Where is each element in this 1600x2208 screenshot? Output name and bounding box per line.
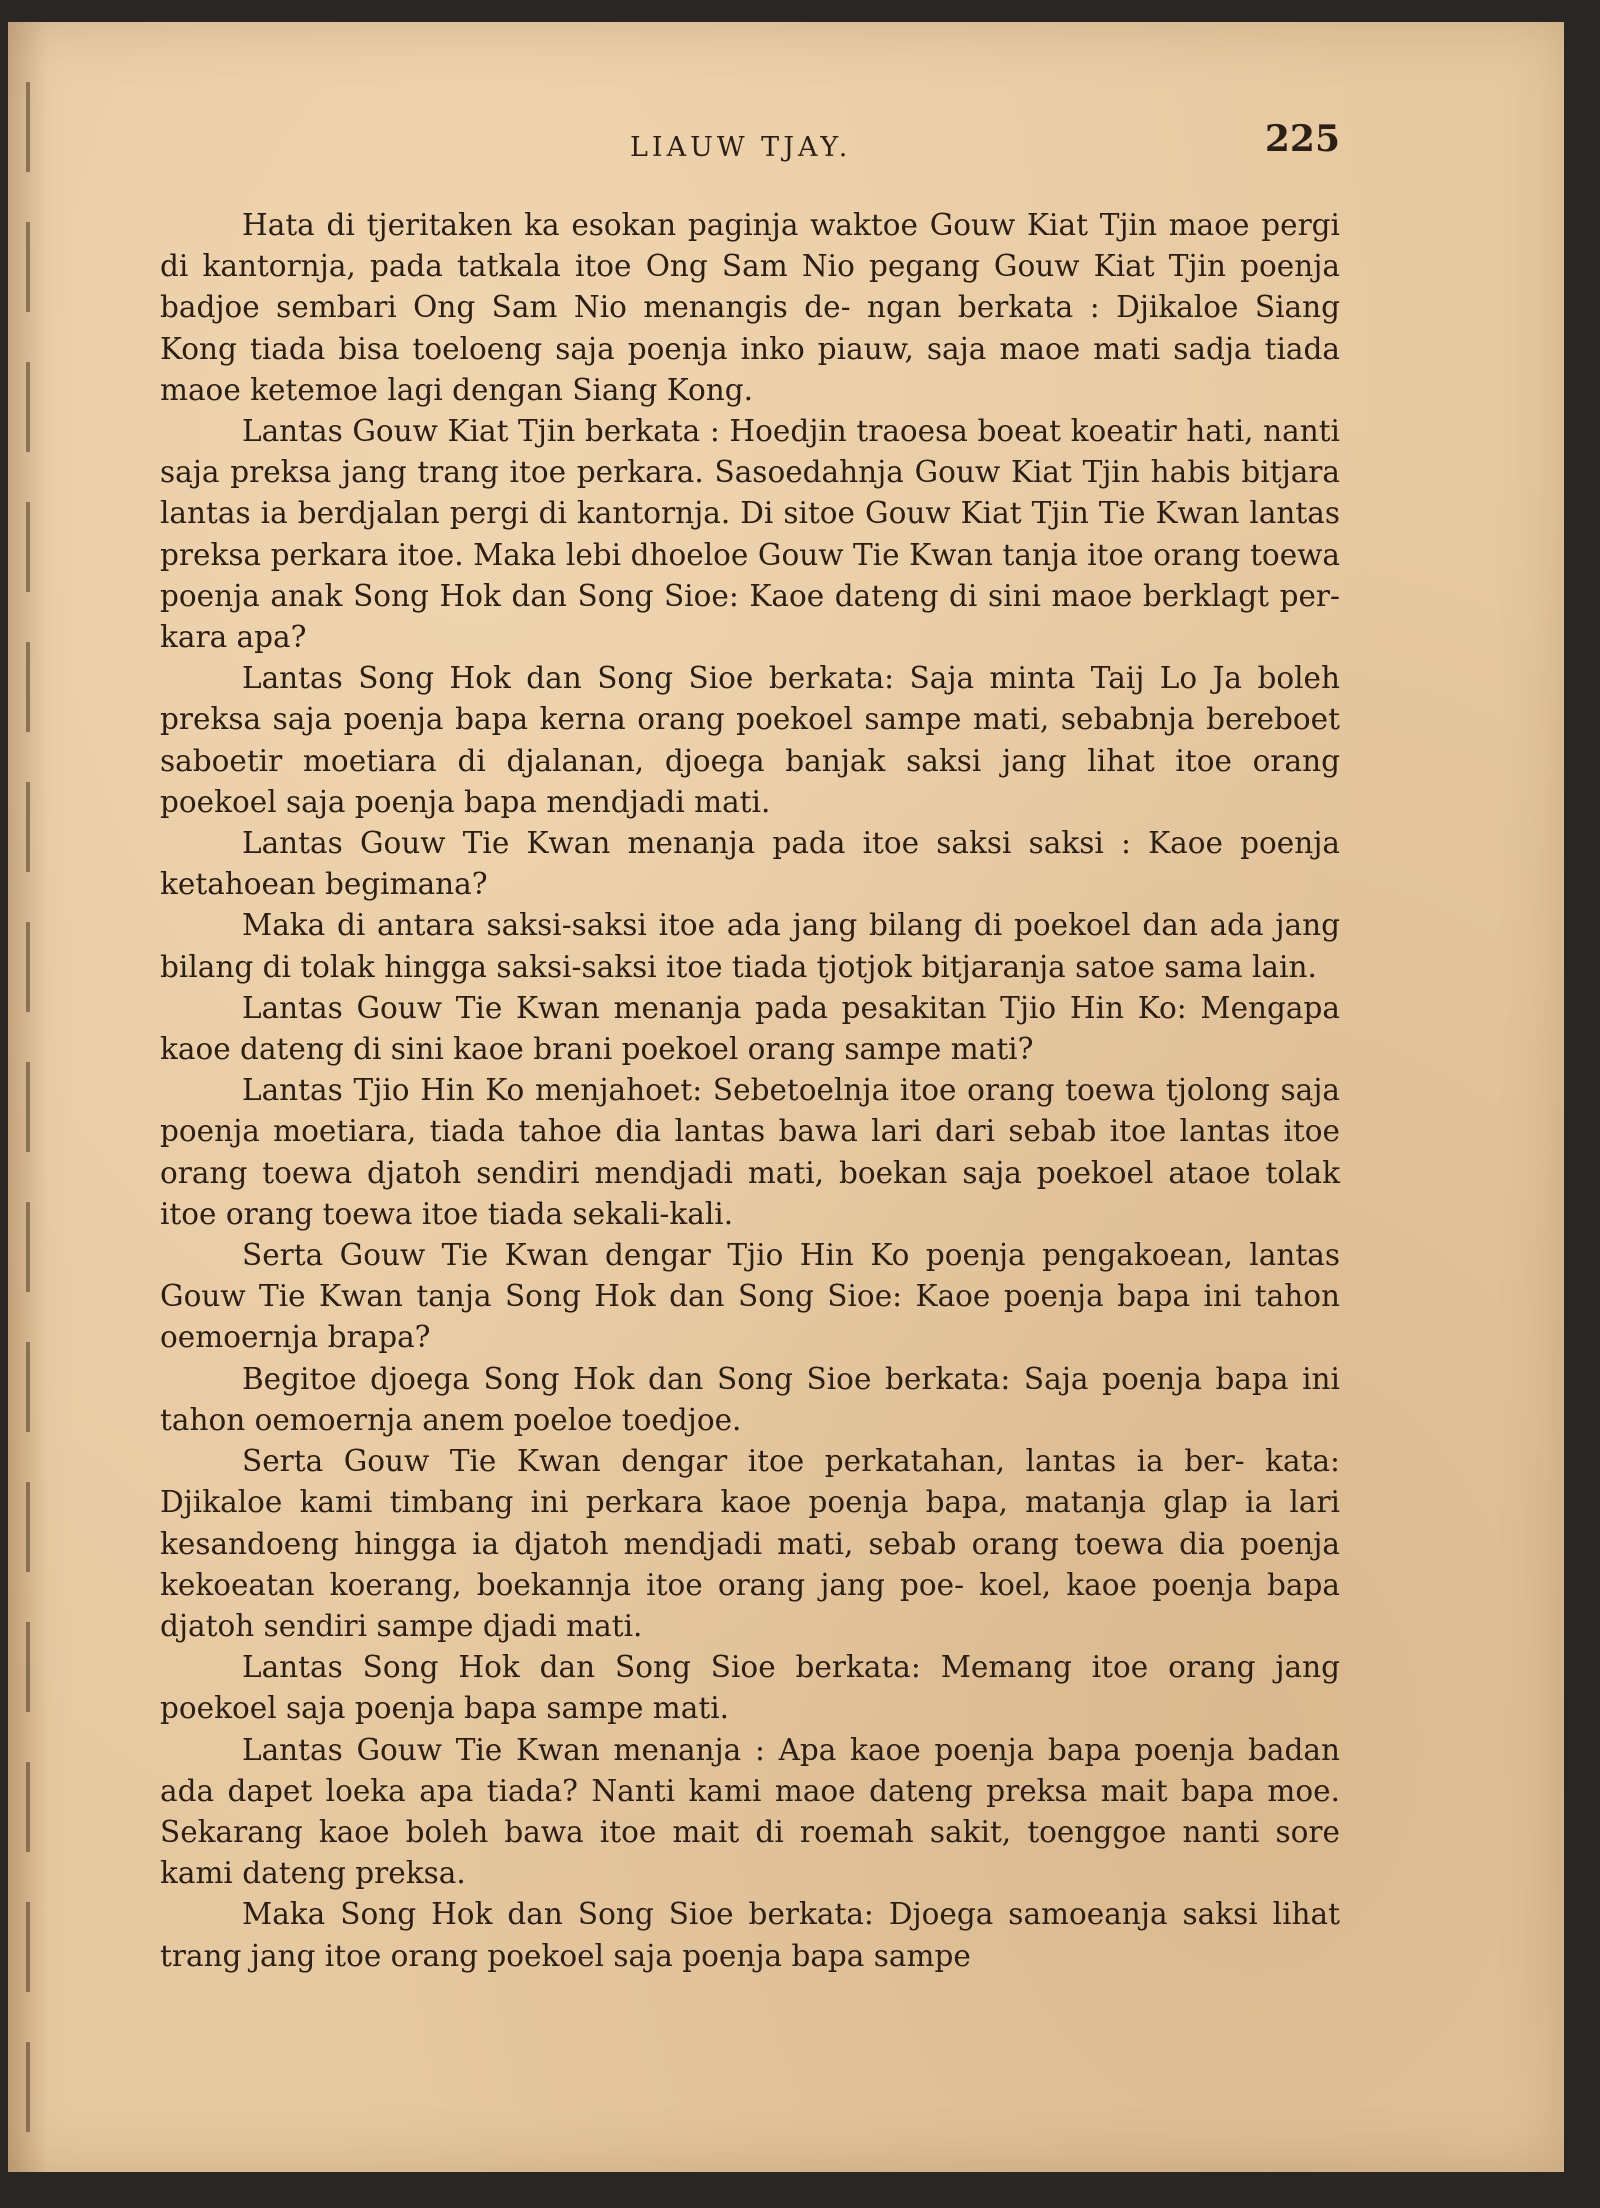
paragraph: Begitoe djoega Song Hok dan Song Sioe berkata: Saja poenja bapa ini tahon oemoernja anem poeloe toedjoe.: [160, 1361, 1340, 1437]
paragraph: Lantas Gouw Tie Kwan menanja : Apa kaoe poenja bapa poenja badan ada dapet loeka apa tiada? Nanti kami maoe dateng preksa mait bapa moe. Sekarang kaoe boleh bawa itoe mait di roemah sakit, toenggoe nanti sore kami dateng preksa.: [160, 1732, 1340, 1891]
paragraph: Lantas Tjio Hin Ko menjahoet: Sebetoelnja itoe orang toewa tjolong saja poenja moetiara, tiada tahoe dia lantas bawa lari dari sebab itoe lantas itoe orang toewa djatoh sendiri mendjadi mati, boekan saja poekoel ataoe tolak itoe orang toewa itoe tiada sekali-kali.: [160, 1073, 1340, 1231]
paragraph: Serta Gouw Tie Kwan dengar itoe perkatahan, lantas ia ber- kata: Djikaloe kami timbang ini perkara kaoe poenja bapa, matanja glap ia lari kesandoeng hingga ia djatoh mendjadi mati, sebab orang toewa dia poenja kekoeatan koerang, boekannja itoe orang jang poe- koel, kaoe poenja bapa djatoh sendiri sampe djadi mati.: [160, 1444, 1340, 1643]
paragraph: Lantas Song Hok dan Song Sioe berkata: Saja minta Taij Lo Ja boleh preksa saja poenja bapa kerna orang poekoel sampe mati, sebabnja bereboet saboetir moetiara di djalanan, djoega banjak saksi jang lihat itoe orang poekoel saja poenja bapa mendjadi mati.: [160, 661, 1340, 819]
paragraph: Maka Song Hok dan Song Sioe berkata: Djoega samoeanja saksi lihat trang jang itoe orang poekoel saja poenja bapa sampe: [160, 1897, 1340, 1973]
paragraph: Maka di antara saksi-saksi itoe ada jang bilang di poekoel dan ada jang bilang di tolak hingga saksi-saksi itoe tiada tjotjok bitjaranja satoe sama lain.: [160, 908, 1340, 984]
paragraph: Serta Gouw Tie Kwan dengar Tjio Hin Ko poenja pengakoean, lantas Gouw Tie Kwan tanja Song Hok dan Song Sioe: Kaoe poenja bapa ini tahon oemoernja brapa?: [160, 1238, 1340, 1355]
page-number: 225: [1264, 118, 1340, 160]
paragraph: Hata di tjeritaken ka esokan paginja waktoe Gouw Kiat Tjin maoe pergi di kantornja, pada tatkala itoe Ong Sam Nio pegang Gouw Kiat Tjin poenja badjoe sembari Ong Sam Nio menangis de- ngan berkata : Djikaloe Siang Kong tiada bisa toeloeng saja poenja inko piauw, saja maoe mati sadja tiada maoe ketemoe lagi dengan Siang Kong.: [160, 208, 1340, 407]
running-title: LIAUW TJAY.: [630, 132, 852, 163]
paragraph: Lantas Gouw Kiat Tjin berkata : Hoedjin traoesa boeat koeatir hati, nanti saja preksa jang trang itoe perkara. Sasoedahnja Gouw Kiat Tjin habis bitjara lantas ia berdjalan pergi di kantornja. Di sitoe Gouw Kiat Tjin Tie Kwan lantas preksa perkara itoe. Maka lebi dhoeloe Gouw Tie Kwan tanja itoe orang toewa poenja anak Song Hok dan Song Sioe: Kaoe dateng di sini maoe berklagt per- kara apa?: [160, 414, 1340, 655]
body-text: [160, 205, 1340, 1977]
running-header: [160, 118, 1340, 168]
paragraph: Lantas Gouw Tie Kwan menanja pada itoe saksi saksi : Kaoe poenja ketahoean begimana?: [160, 826, 1340, 902]
paragraph: Lantas Gouw Tie Kwan menanja pada pesakitan Tjio Hin Ko: Mengapa kaoe dateng di sini kaoe brani poekoel orang sampe mati?: [160, 990, 1340, 1067]
binding-edge: [26, 82, 30, 2142]
paragraph: Lantas Song Hok dan Song Sioe berkata: Memang itoe orang jang poekoel saja poenja bapa sampe mati.: [160, 1650, 1340, 1726]
